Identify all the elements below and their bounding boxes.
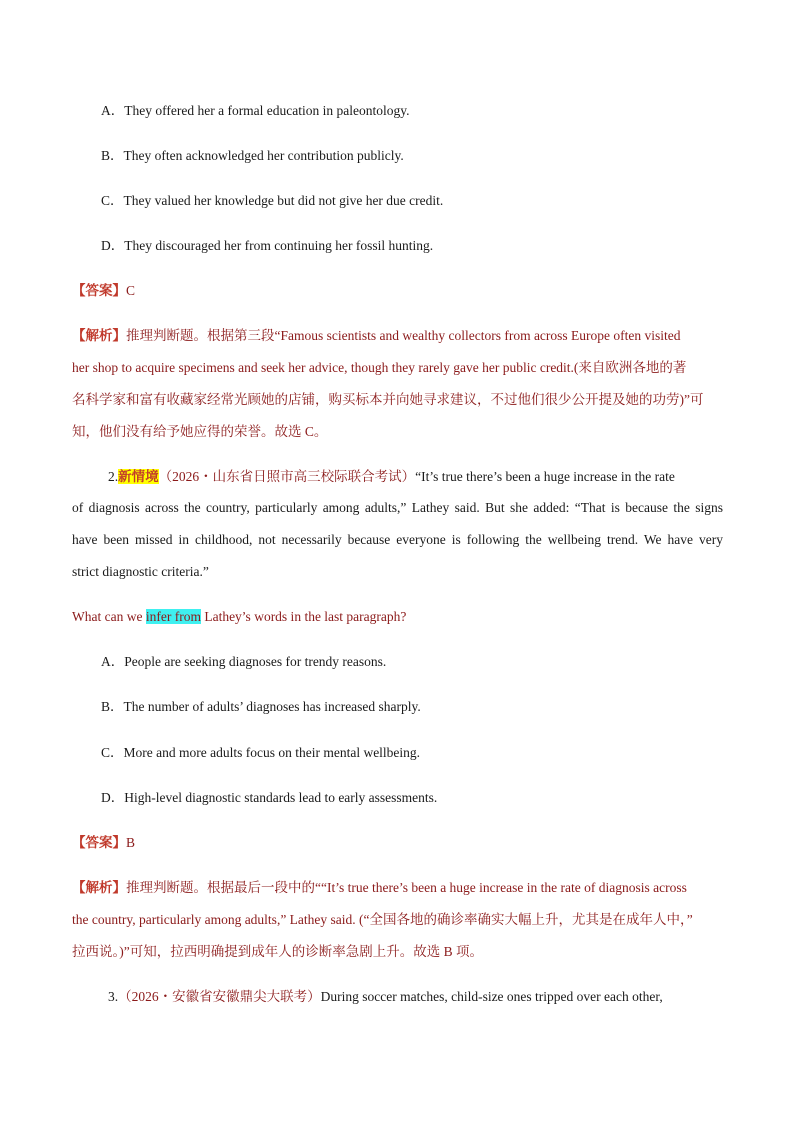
new-context-tag: 新情境 bbox=[118, 469, 159, 484]
analysis-label: 【解析】 bbox=[72, 880, 126, 895]
q1-analysis-line-2: her shop to acquire specimens and seek her advice, though they rarely gave her public credit.(来自欧洲各地的著 bbox=[72, 360, 687, 375]
analysis-label: 【解析】 bbox=[72, 328, 126, 343]
q2-option-b[interactable]: B．The number of adults’ diagnoses has increased sharply. bbox=[101, 699, 421, 714]
q1-option-b[interactable]: B．They often acknowledged her contribution publicly. bbox=[101, 148, 404, 163]
q1-analysis-line-4: 知，他们没有给予她应得的荣誉。故选 C。 bbox=[72, 424, 328, 439]
q2-analysis-line-2: the country, particularly among adults,” Lathey said. (“全国各地的确诊率确实大幅上升，尤其是在成年人中，” bbox=[72, 912, 693, 927]
q1-analysis-line-3: 名科学家和富有收藏家经常光顾她的店铺，购买标本并向她寻求建议，不过他们很少公开提及她的功劳)”可 bbox=[72, 392, 704, 407]
question-number: 2. bbox=[108, 469, 119, 484]
q1-option-c[interactable]: C．They valued her knowledge but did not give her due credit. bbox=[101, 193, 444, 208]
answer-label: 【答案】 bbox=[72, 835, 126, 850]
answer-value: B bbox=[126, 835, 136, 850]
passage-text: During soccer matches, child-size ones tripped over each other, bbox=[320, 989, 663, 1004]
q2-option-a[interactable]: A．People are seeking diagnoses for trendy reasons. bbox=[101, 654, 387, 669]
q2-passage-line-4: strict diagnostic criteria.” bbox=[72, 564, 209, 579]
question-number: 3. bbox=[108, 989, 119, 1004]
q2-passage-line-2: of diagnosis across the country, particularly among adults,” Lathey said. But she added: “That is because the signs bbox=[72, 500, 723, 515]
question-source: （2026・山东省日照市高三校际联合考试） bbox=[158, 469, 416, 484]
highlighted-phrase: infer from bbox=[145, 609, 201, 624]
q1-option-a[interactable]: A．They offered her a formal education in paleontology. bbox=[101, 103, 410, 118]
q1-answer bbox=[72, 282, 135, 300]
q2-passage-line-3: have been missed in childhood, not necessarily because everyone is following the wellbeing trend. We have very bbox=[72, 532, 723, 547]
q1-analysis-line-1: 【解析】推理判断题。根据第三段“Famous scientists and wealthy collectors from across Europe often visited bbox=[72, 328, 681, 343]
passage-text: “It’s true there’s been a huge increase in the rate bbox=[415, 469, 675, 484]
q2-analysis-line-3: 拉西说。)”可知，拉西明确提到成年人的诊断率急剧上升。故选 B 项。 bbox=[72, 944, 483, 959]
q3-header-line bbox=[108, 988, 663, 1006]
answer-label: 【答案】 bbox=[72, 283, 126, 298]
q1-option-d[interactable]: D．They discouraged her from continuing her fossil hunting. bbox=[101, 238, 434, 253]
q2-analysis-line-1: 【解析】推理判断题。根据最后一段中的““It’s true there’s been a huge increase in the rate of diagnosis across bbox=[72, 880, 687, 895]
q2-option-c[interactable]: C．More and more adults focus on their mental wellbeing. bbox=[101, 745, 421, 760]
q2-answer bbox=[72, 834, 135, 852]
question-source: （2026・安徽省安徽鼎尖大联考） bbox=[118, 989, 321, 1004]
q2-question: What can we infer from Lathey’s words in the last paragraph? bbox=[72, 609, 407, 624]
answer-value: C bbox=[126, 283, 136, 298]
q2-option-d[interactable]: D．High-level diagnostic standards lead to early assessments. bbox=[101, 790, 438, 805]
q2-header-line bbox=[108, 468, 675, 486]
